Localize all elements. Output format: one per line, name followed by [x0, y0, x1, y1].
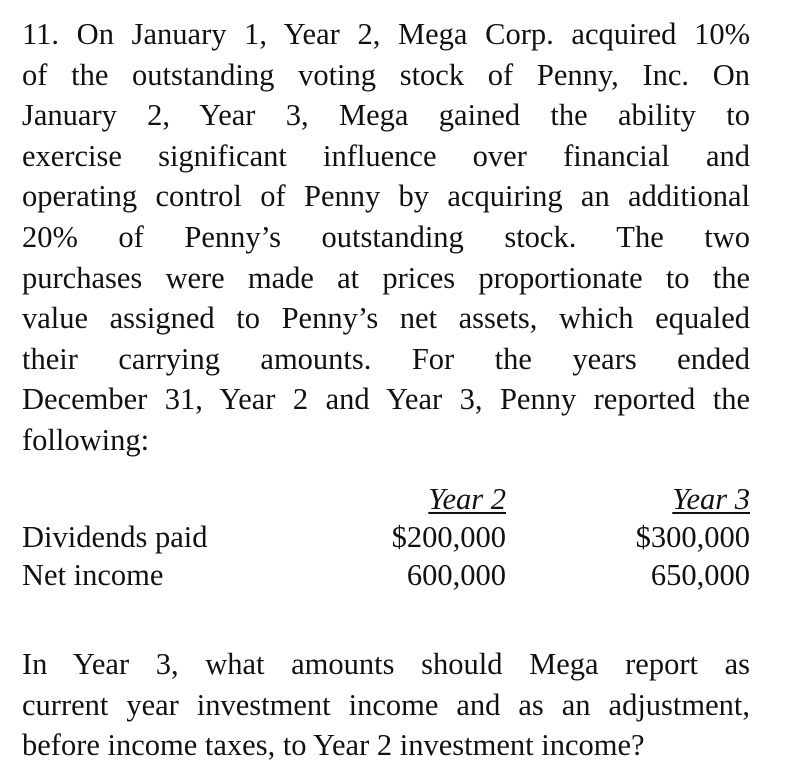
- table-header-row: [22, 480, 750, 518]
- problem-line: following:: [22, 422, 150, 457]
- question-line: current year investment income and as an adjustment,: [22, 687, 750, 722]
- table-row: [22, 518, 750, 556]
- problem-line: 11. On January 1, Year 2, Mega Corp. acquired 10%: [22, 17, 750, 51]
- row-year3-value: $300,000: [635, 520, 750, 554]
- problem-line: of the outstanding voting stock of Penny, Inc. On: [22, 57, 750, 92]
- row-label: Net income: [22, 558, 164, 592]
- problem-text: [22, 14, 750, 461]
- row-year2-value: $200,000: [391, 520, 506, 554]
- problem-line: exercise significant influence over financial and: [22, 138, 750, 173]
- question-paragraph: [22, 644, 750, 766]
- row-year3-value: 650,000: [650, 558, 750, 592]
- row-label: Dividends paid: [22, 520, 208, 554]
- problem-line: January 2, Year 3, Mega gained the ability to: [22, 98, 750, 133]
- row-year2-value: 600,000: [406, 558, 506, 592]
- question-line: before income taxes, to Year 2 investment income?: [22, 728, 645, 763]
- table-row: [22, 556, 750, 594]
- problem-line: value assigned to Penny’s net assets, which equaled: [22, 301, 750, 336]
- question-line: In Year 3, what amounts should Mega report as: [22, 647, 750, 681]
- problem-line: December 31, Year 2 and Year 3, Penny reported the: [22, 382, 750, 417]
- problem-line: operating control of Penny by acquiring an additional: [22, 179, 750, 214]
- problem-line: 20% of Penny’s outstanding stock. The two: [22, 219, 750, 254]
- problem-paragraph: [22, 14, 750, 461]
- problem-line: their carrying amounts. For the years ended: [22, 341, 750, 376]
- problem-line: purchases were made at prices proportionate to the: [22, 260, 750, 295]
- header-year2: Year 2: [428, 482, 506, 516]
- question-text: [22, 644, 750, 766]
- financial-table: [22, 480, 750, 594]
- header-year3: Year 3: [672, 482, 750, 516]
